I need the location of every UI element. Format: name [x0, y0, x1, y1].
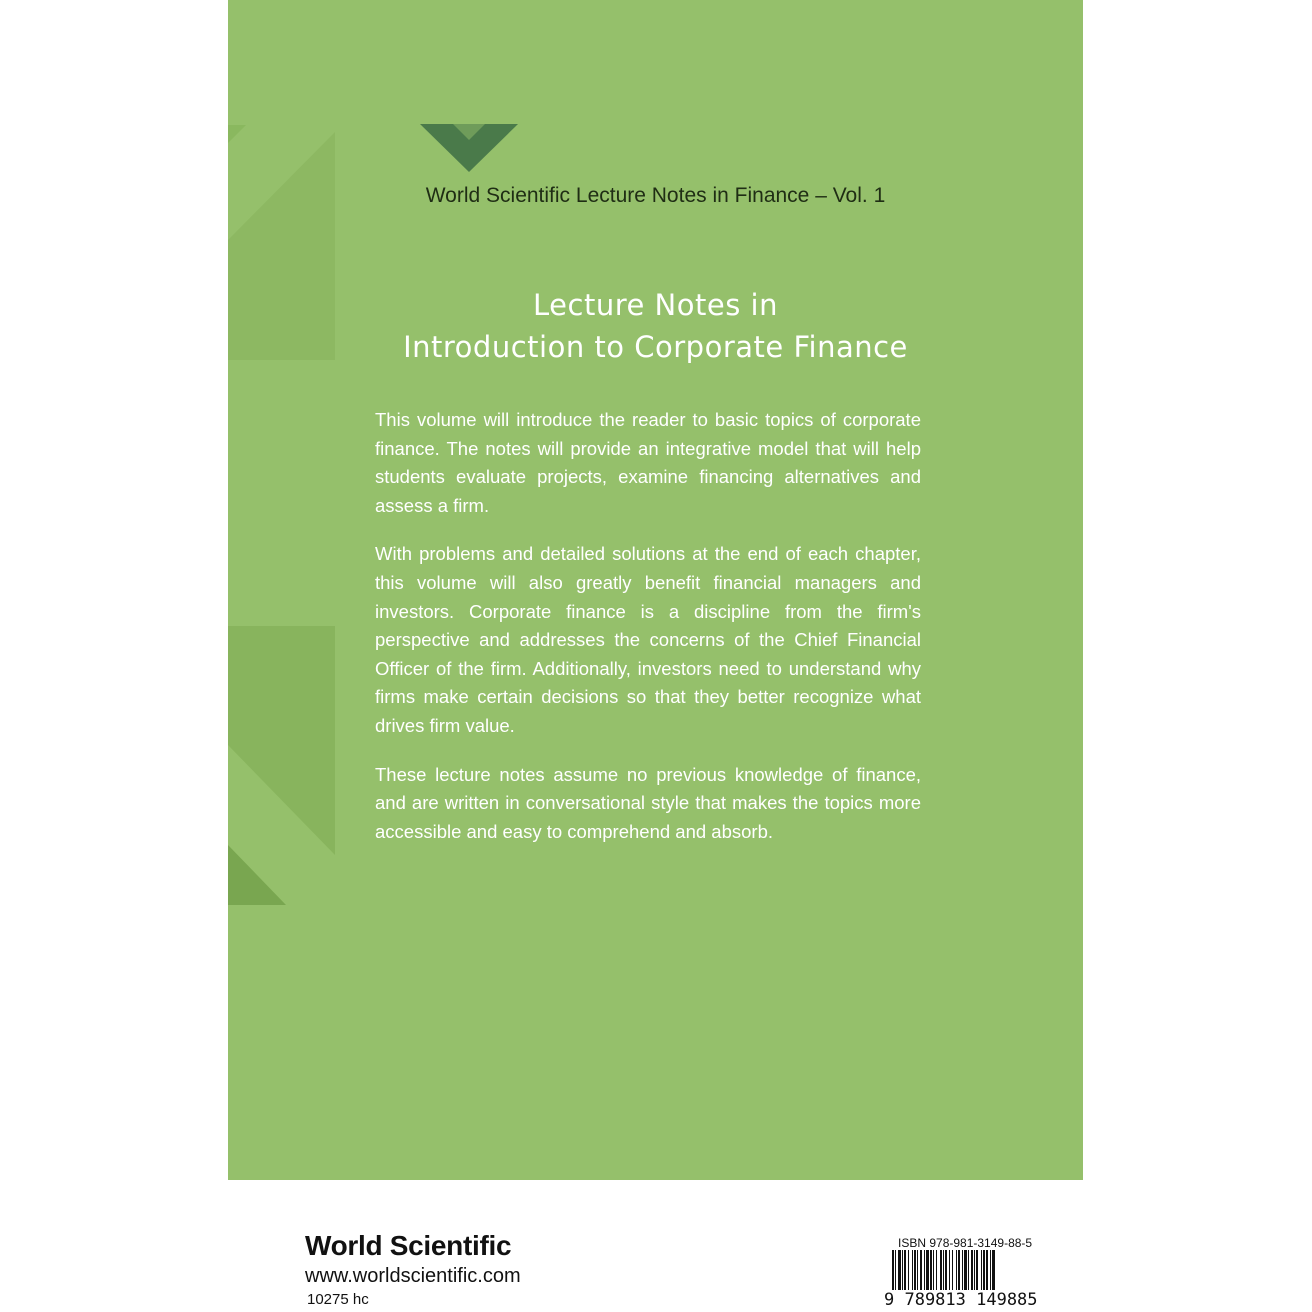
isbn-label: ISBN 978-981-3149-88-5: [898, 1236, 1033, 1250]
series-title: World Scientific Lecture Notes in Finance – Vol. 1: [425, 184, 886, 207]
blurb-paragraph-1: This volume will introduce the reader to basic topics of corporate finance. The notes will provide an integrative model that will help students evaluate projects, examine financing alternatives and assess a firm.: [375, 409, 921, 516]
book-title: [228, 284, 1083, 368]
deco-shape-lower: [228, 626, 335, 855]
blurb-paragraph-3: These lecture notes assume no previous knowledge of finance, and are written in conversational style that makes the topics more accessible and easy to comprehend and absorb.: [375, 763, 921, 842]
deco-triangle-bottom: [228, 845, 286, 905]
publisher-url: www.worldscientific.com: [305, 1265, 521, 1287]
barcode-digits: 9 789813 149885: [884, 1290, 1044, 1310]
publisher-name: World Scientific: [305, 1230, 512, 1261]
barcode-icon: [888, 1250, 1043, 1295]
deco-triangle-top-corner: [228, 125, 246, 143]
publisher-code: 10275 hc: [307, 1291, 369, 1308]
decorative-shapes: [228, 0, 348, 910]
back-cover-panel: [228, 0, 1083, 1180]
book-title-line-1: Lecture Notes in: [533, 288, 778, 322]
world-scientific-logo-icon: [420, 124, 518, 174]
blurb-paragraph-2: With problems and detailed solutions at the end of each chapter, this volume will also greatly benefit financial managers and investors. Corporate finance is a discipline from the firm's perspective and addresses the concerns of the Chief Financial Officer of the firm. Additionally, investors need to understand why firms make certain decisions so that they better recognize what drives firm value.: [375, 543, 921, 736]
book-title-line-2: Introduction to Corporate Finance: [403, 330, 908, 364]
blurb: [375, 406, 921, 866]
